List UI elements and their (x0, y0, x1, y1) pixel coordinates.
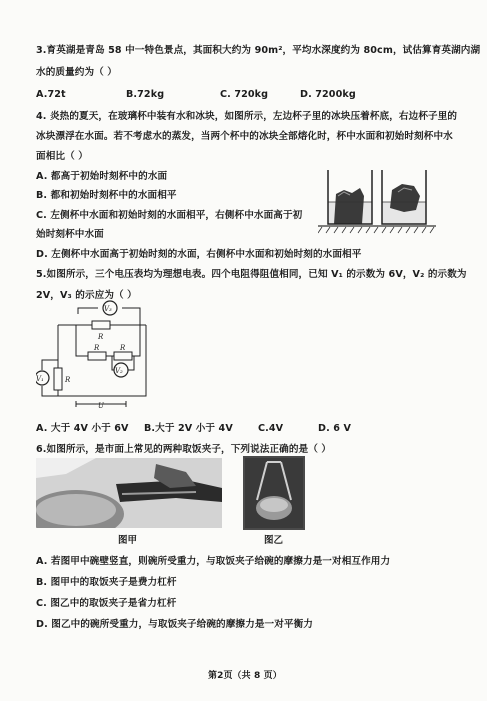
q5-option-b: B.大于 2V 小于 4V (144, 423, 233, 434)
q4-option-d: D. 左侧杯中水面高于初始时刻的水面，右侧杯中水面和初始时刻的水面相平 (36, 249, 362, 260)
q4-stem-line3: 面相比（ ） (36, 151, 88, 162)
resistor-label-mid-right: R (120, 344, 126, 352)
q4-stem-line2: 冰块漂浮在水面。若不考虑水的蒸发，当两个杯中的冰块全部熔化时，杯中水面和初始时刻杯中水 (36, 131, 453, 142)
q6-option-d: D. 图乙中的碗所受重力，与取饭夹子给碗的摩擦力是一对平衡力 (36, 619, 313, 630)
q5-option-a: A. 大于 4V 小于 6V (36, 423, 129, 434)
q4-option-c-line1: C. 左侧杯中水面和初始时刻的水面相平，右侧杯中水面高于初 (36, 210, 303, 221)
resistor-label-mid-left: R (94, 344, 100, 352)
v3-label: V₃ (104, 305, 112, 313)
q4-option-c-line2: 始时刻杯中水面 (36, 229, 104, 240)
figure-jia-photo (36, 458, 222, 528)
resistor-label-left: R (65, 376, 71, 384)
q4-option-a: A. 都高于初始时刻杯中的水面 (36, 171, 168, 182)
resistor-label-top: R (98, 333, 104, 341)
q6-stem: 6.如图所示，是市面上常见的两种取饭夹子，下列说法正确的是（ ） (36, 444, 332, 455)
q5-option-d: D. 6 V (318, 423, 351, 434)
circuit-diagram (36, 300, 166, 410)
q6-option-c: C. 图乙中的取饭夹子是省力杠杆 (36, 598, 177, 609)
q3-option-d: D. 7200kg (300, 89, 356, 100)
v1-label: V₁ (36, 375, 44, 383)
q5-option-c: C.4V (258, 423, 284, 434)
figure-jia-caption: 图甲 (118, 535, 138, 546)
ice-cups-figure (318, 166, 438, 234)
q3-stem-line1: 3.育英湖是青岛 58 中一特色景点，其面积大约为 90m²，平均水深度约为 80cm，试估算育英湖内湖 (36, 45, 481, 56)
hatched-ground (318, 226, 436, 233)
ice-block-left (334, 188, 364, 224)
page-footer: 第2页（共 8 页） (208, 671, 282, 681)
v2-label: V₂ (115, 367, 123, 375)
q5-stem-line1: 5.如图所示，三个电压表均为理想电表。四个电阻得阻值相同，已知 V₁ 的示数为 6V，V₂ 的示数为 (36, 269, 467, 280)
q5-stem-line2: 2V，V₃ 的示应为（ ） (36, 290, 137, 301)
q3-option-b: B.72kg (126, 89, 165, 100)
q4-option-b: B. 都和初始时刻杯中的水面相平 (36, 190, 177, 201)
voltage-u-label: U (98, 402, 104, 410)
figure-yi-photo (243, 456, 305, 530)
q6-option-a: A. 若图甲中碗壁竖直，则碗所受重力，与取饭夹子给碗的摩擦力是一对相互作用力 (36, 556, 391, 567)
q6-option-b: B. 图甲中的取饭夹子是费力杠杆 (36, 577, 177, 588)
q3-option-a: A.72t (36, 89, 66, 100)
left-cup (328, 170, 372, 224)
q3-stem-line2: 水的质量约为（ ） (36, 67, 117, 78)
figure-yi-caption: 图乙 (264, 535, 284, 546)
q3-option-c: C. 720kg (220, 89, 269, 100)
q4-stem-line1: 4. 炎热的夏天，在玻璃杯中装有水和冰块，如图所示，左边杯子里的冰块压着杯底，右边杯子里的 (36, 111, 458, 122)
right-cup (382, 170, 426, 224)
